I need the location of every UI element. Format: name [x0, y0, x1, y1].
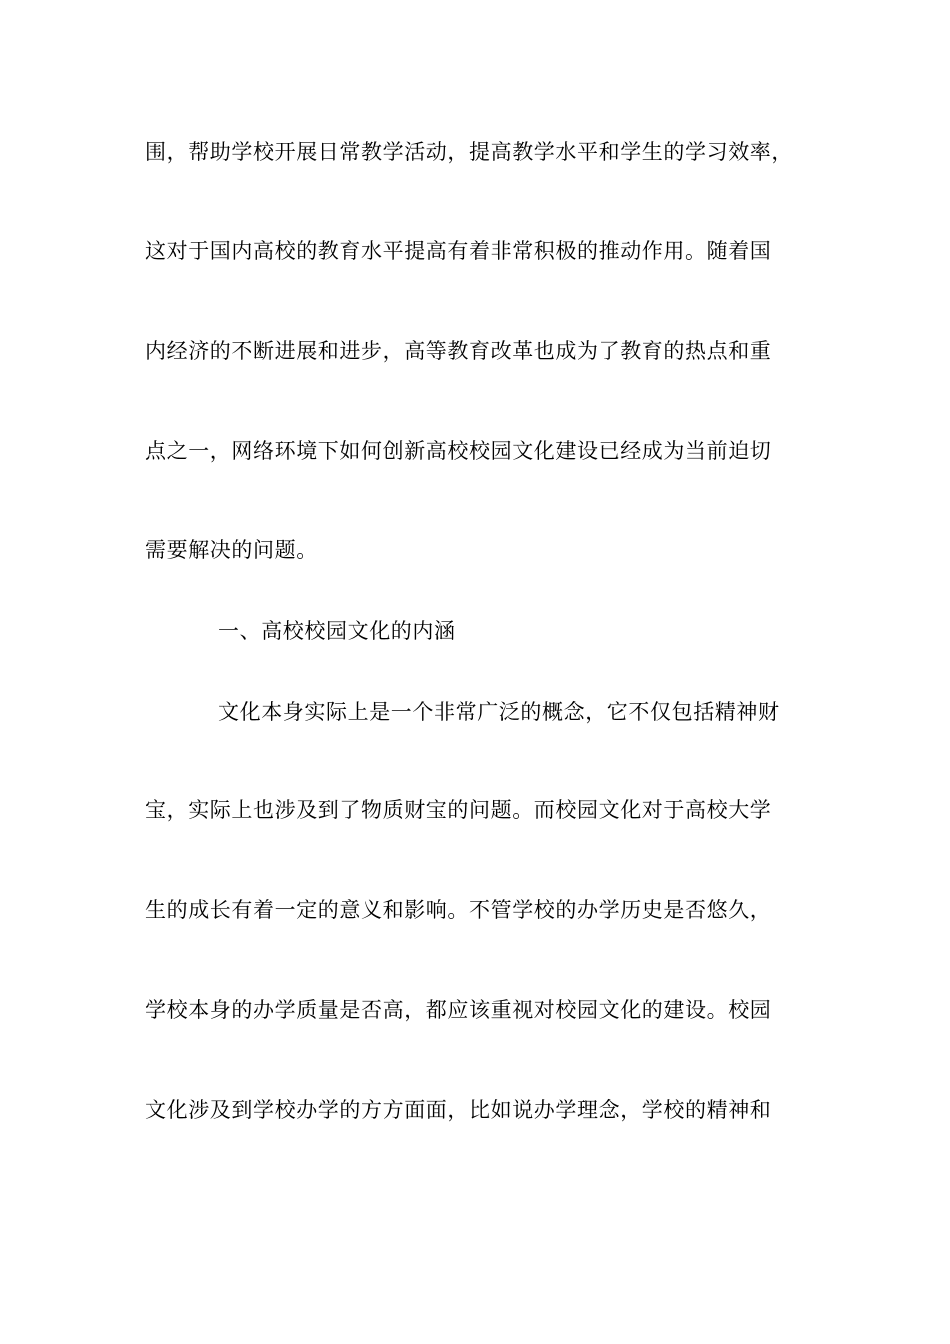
text-line: 内经济的不断进展和进步，高等教育改革也成为了教育的热点和重 — [145, 339, 772, 363]
text-line: 文化涉及到学校办学的方方面面，比如说办学理念，学校的精神和 — [145, 1098, 772, 1122]
text-line: 文化本身实际上是一个非常广泛的概念，它不仅包括精神财 — [218, 700, 780, 724]
text-line: 宝，实际上也涉及到了物质财宝的问题。而校园文化对于高校大学 — [145, 798, 772, 822]
text-line: 这对于国内高校的教育水平提高有着非常积极的推动作用。随着国 — [145, 239, 772, 263]
text-line: 生的成长有着一定的意义和影响。不管学校的办学历史是否悠久， — [145, 898, 772, 922]
text-line: 点之一，网络环境下如何创新高校校园文化建设已经成为当前迫切 — [145, 439, 772, 463]
text-line: 围，帮助学校开展日常教学活动，提高教学水平和学生的学习效率， — [145, 140, 793, 164]
text-line: 需要解决的问题。 — [145, 538, 318, 562]
section-heading: 一、高校校园文化的内涵 — [218, 619, 456, 643]
text-line: 学校本身的办学质量是否高，都应该重视对校园文化的建设。校园 — [145, 998, 772, 1022]
